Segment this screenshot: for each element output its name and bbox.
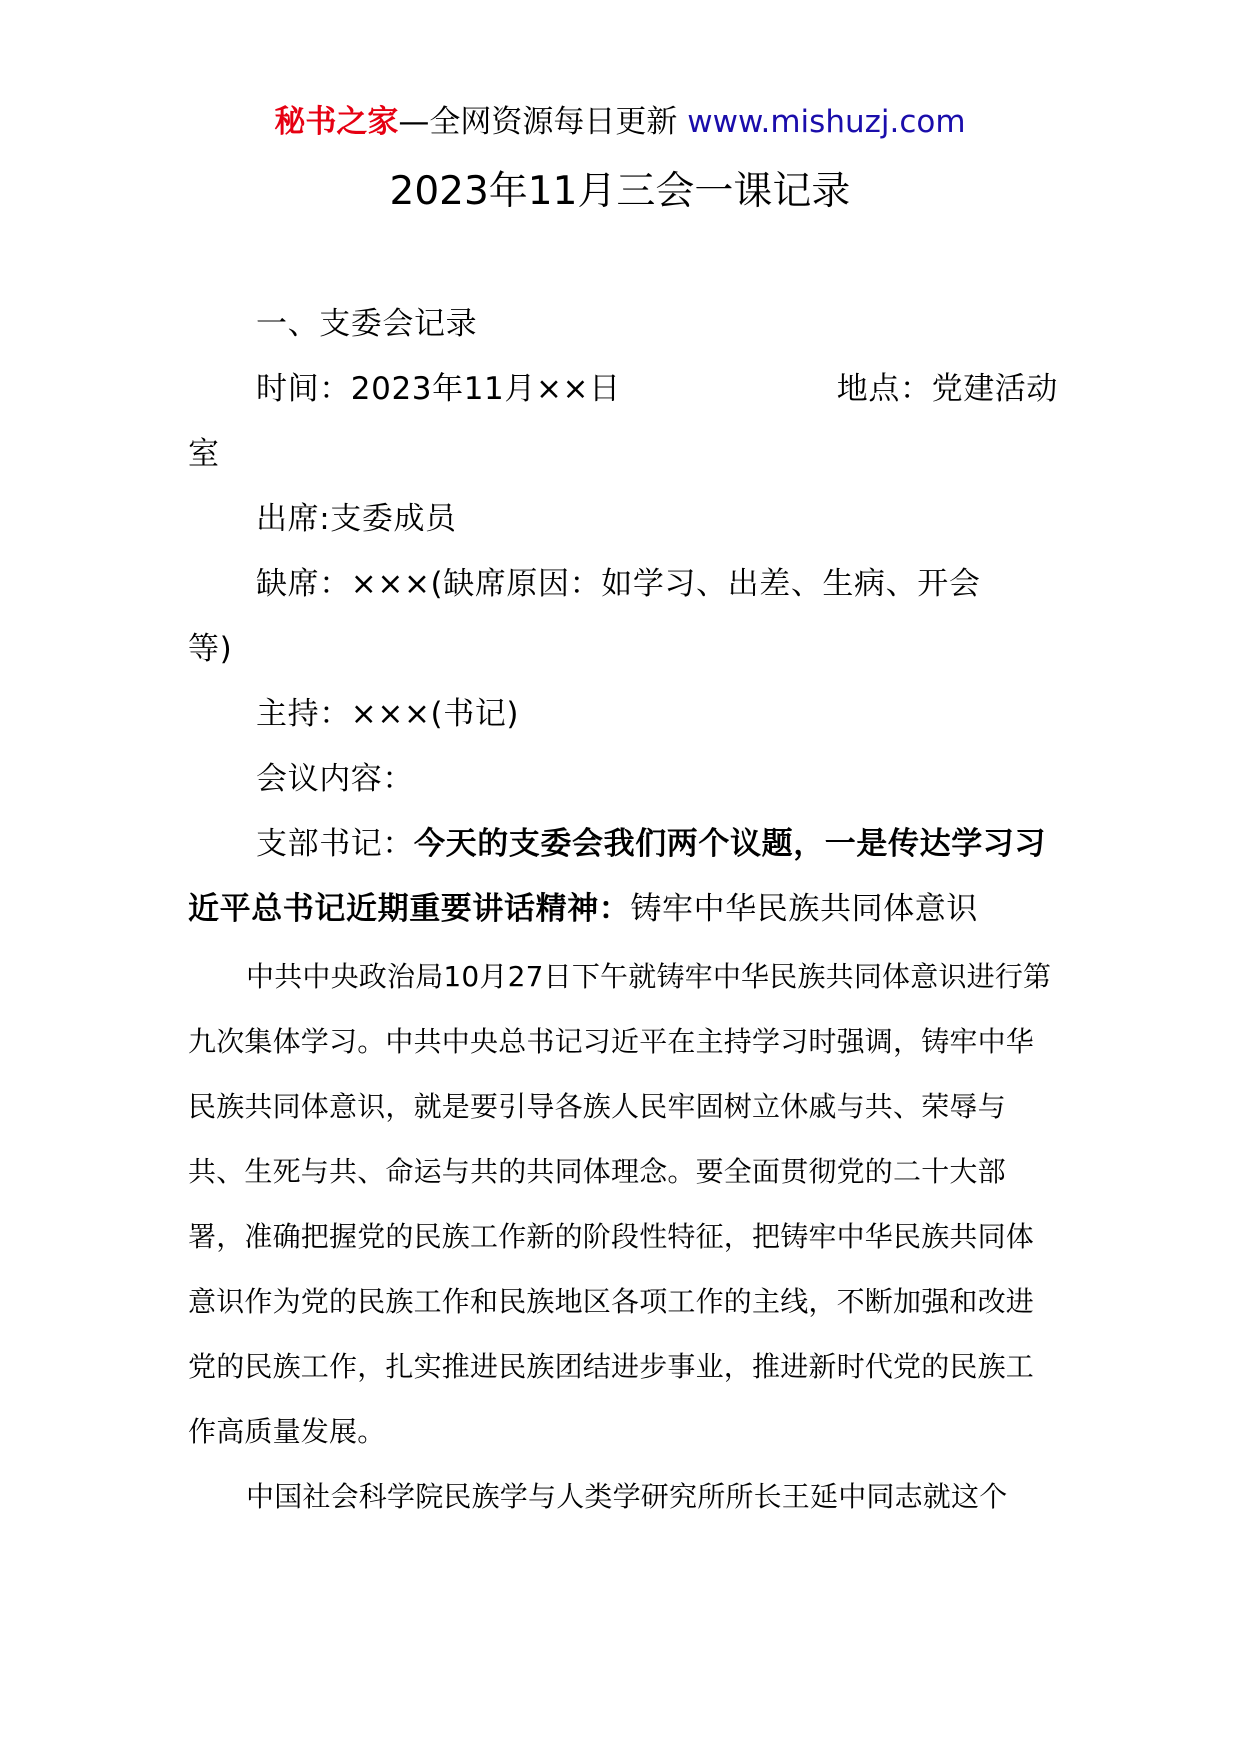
secretary-bold-text: 今天的支委会我们两个议题，一是传达学习习近平总书记近期重要讲话精神： (188, 826, 1046, 927)
body-paragraph-1: 中共中央政治局10月27日下午就铸牢中华民族共同体意识进行第九次集体学习。中共中央总书记习近平在主持学习时强调，铸牢中华民族共同体意识，就是要引导各族人民牢固树立休戚与共、荣辱与共、生死与共、命运与共的共同体理念。要全面贯彻党的二十大部署，准确把握党的民族工作新的阶段性特征，把铸牢中华民族共同体意识作为党的民族工作和民族地区各项工作的主线，不断加强和改进党的民族工作，扎实推进民族团结进步事业，推进新时代党的民族工作高质量发展。 (188, 960, 1052, 1448)
time-location-line (188, 357, 1058, 422)
body-paragraphs (188, 944, 1058, 1529)
site-header (0, 100, 1240, 144)
section-heading: 一、支委会记录 (256, 306, 478, 342)
body-paragraph-2: 中国社会科学院民族学与人类学研究所所长王延中同志就这个 (246, 1480, 1008, 1513)
meeting-attendees: 出席:支委成员 (256, 501, 457, 537)
secretary-topic: 铸牢中华民族共同体意识 (630, 891, 979, 927)
meeting-content-label: 会议内容： (256, 761, 414, 797)
meeting-location: 地点：党建活动 (836, 371, 1058, 407)
document-body (188, 292, 1058, 1529)
meeting-host: 主持：×××(书记) (256, 696, 520, 732)
meeting-absent: 缺席：×××(缺席原因：如学习、出差、生病、开会 (256, 566, 981, 602)
meeting-time: 时间：2023年11月××日 (256, 371, 621, 407)
brand-name: 秘书之家 (274, 104, 399, 140)
secretary-speaker: 支部书记： (256, 826, 414, 862)
site-url-link[interactable]: www.mishuzj.com (687, 104, 966, 140)
secretary-statement (188, 812, 1058, 942)
meeting-location-continued: 室 (188, 436, 220, 472)
document-title: 2023年11月三会一课记录 (389, 169, 851, 214)
header-tagline: —全网资源每日更新 (398, 104, 678, 140)
meeting-absent-continued: 等) (188, 631, 233, 667)
